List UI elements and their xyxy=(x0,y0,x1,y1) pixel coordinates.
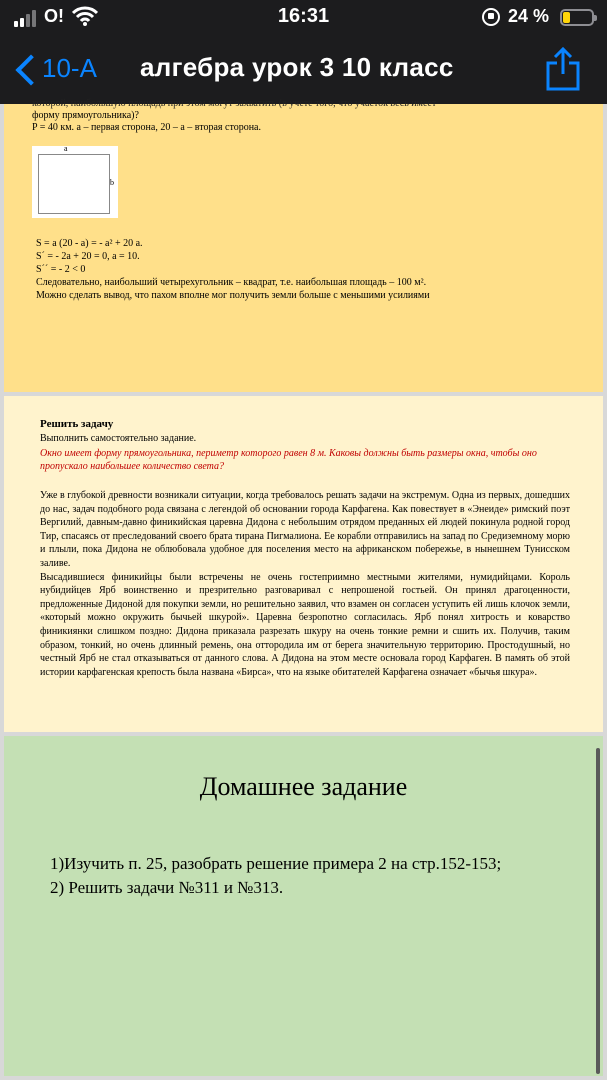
formula-line: S = a (20 - a) = - a² + 20 a. xyxy=(36,238,143,249)
conclusion-line: Следовательно, наибольший четырехугольник – квадрат, т.е. наибольшая площадь – 100 м². xyxy=(36,277,427,288)
clock: 16:31 xyxy=(277,5,330,27)
orientation-lock-icon xyxy=(482,8,500,26)
formula-line: S´´ = - 2 < 0 xyxy=(36,264,86,275)
diagram-label-b: b xyxy=(110,178,114,187)
carrier-name: O! xyxy=(44,6,64,26)
rectangle-shape xyxy=(38,154,110,214)
scrollbar[interactable] xyxy=(596,748,600,1074)
share-icon[interactable] xyxy=(544,46,582,92)
rectangle-diagram xyxy=(32,146,118,218)
text-line: форму прямоугольника)? xyxy=(32,110,139,121)
slide-task xyxy=(4,396,603,732)
conclusion-line: Можно сделать вывод, что пахом вполне мог получить земли больше с меньшими усилиями xyxy=(36,290,430,301)
chevron-left-icon xyxy=(12,51,34,85)
text-line: P = 40 км. а – первая сторона, 20 – а – вторая сторона. xyxy=(32,122,261,133)
slide-homework xyxy=(4,736,603,1076)
battery-icon xyxy=(560,9,594,26)
task-statement: Окно имеет форму прямоугольника, периметр которого равен 8 м. Каковы должны быть размеры окна, чтобы оно пропускало наибольшее количество света? xyxy=(40,448,537,472)
top-bar xyxy=(0,0,607,104)
cut-off-text: которой, наибольшую площадь при этом могут захватить (в учете того, что участок весь имеет xyxy=(32,98,437,109)
status-bar xyxy=(0,0,607,36)
navigation-bar xyxy=(0,36,607,104)
document-title: алгебра урок 3 10 класс xyxy=(140,52,454,82)
homework-item: 2) Решить задачи №311 и №313. xyxy=(50,878,284,897)
homework-item: 1)Изучить п. 25, разобрать решение примера 2 на стр.152-153; xyxy=(50,854,502,873)
back-label: 10-А xyxy=(42,52,97,83)
battery-percent: 24 % xyxy=(508,6,550,26)
battery-fill xyxy=(563,12,570,23)
paragraph: Высадившиеся финикийцы были встречены не очень гостеприимно местными жителями, нумидийцами. Король нубидийцев Ярб воинственно и презрительно разговаривал с непрошеной гостьей. Он принял драгоценности, предложенные Дидоной для покупки земли, но решительно заявил, что взамен он согласен уступить ей лишь клочок земли, «который можно окружить бычьей шкурой». Царевна безропотно согласилась. Ярб понял хитрость и коварство финикиянки слишком поздно: Дидона приказала разрезать шкуру на очень тонкие ремни и сшить их. Получив, таким образом, тонкий, но очень длинный ремень, она оттородила им от берега значительную территорию. Простодушный, но честный Ярб не стал отказываться от данного слова. А Дидона на этом месте основала город Карфаген. В память об этой истории карфагенская крепость была названа «Бирса», что на языке обитателей Карфагена означает «бычья шкура». xyxy=(40,571,570,678)
diagram-label-a: a xyxy=(64,144,68,153)
slide-solution xyxy=(4,98,603,392)
back-button[interactable] xyxy=(12,48,97,88)
formula-line: S´ = - 2a + 20 = 0, a = 10. xyxy=(36,251,140,262)
homework-title: Домашнее задание xyxy=(199,772,408,801)
legend-text xyxy=(40,489,570,679)
task-heading: Решить задачу xyxy=(40,418,114,430)
task-subheading: Выполнить самостоятельно задание. xyxy=(40,433,197,444)
paragraph: Уже в глубокой древности возникали ситуации, когда требовалось решать задачи на экстремум. Одна из первых, дошедших до нас, задач подобного рода связана с легендой об основании города Карфагена. Как повествует в «Энеиде» римский поэт Вергилий, давным-давно финикийская царевна Дидона с небольшим отрядом преданных ей людей покинула родной город Тир, спасаясь от преследований своего брата тирана Пигмалиона. Ее корабли отправились на запад по Средиземному морю и плыли, пока Дидона не облюбовала удобное для поселения место на африканском побережье, в нынешнем Тунисском заливе. xyxy=(40,490,570,569)
